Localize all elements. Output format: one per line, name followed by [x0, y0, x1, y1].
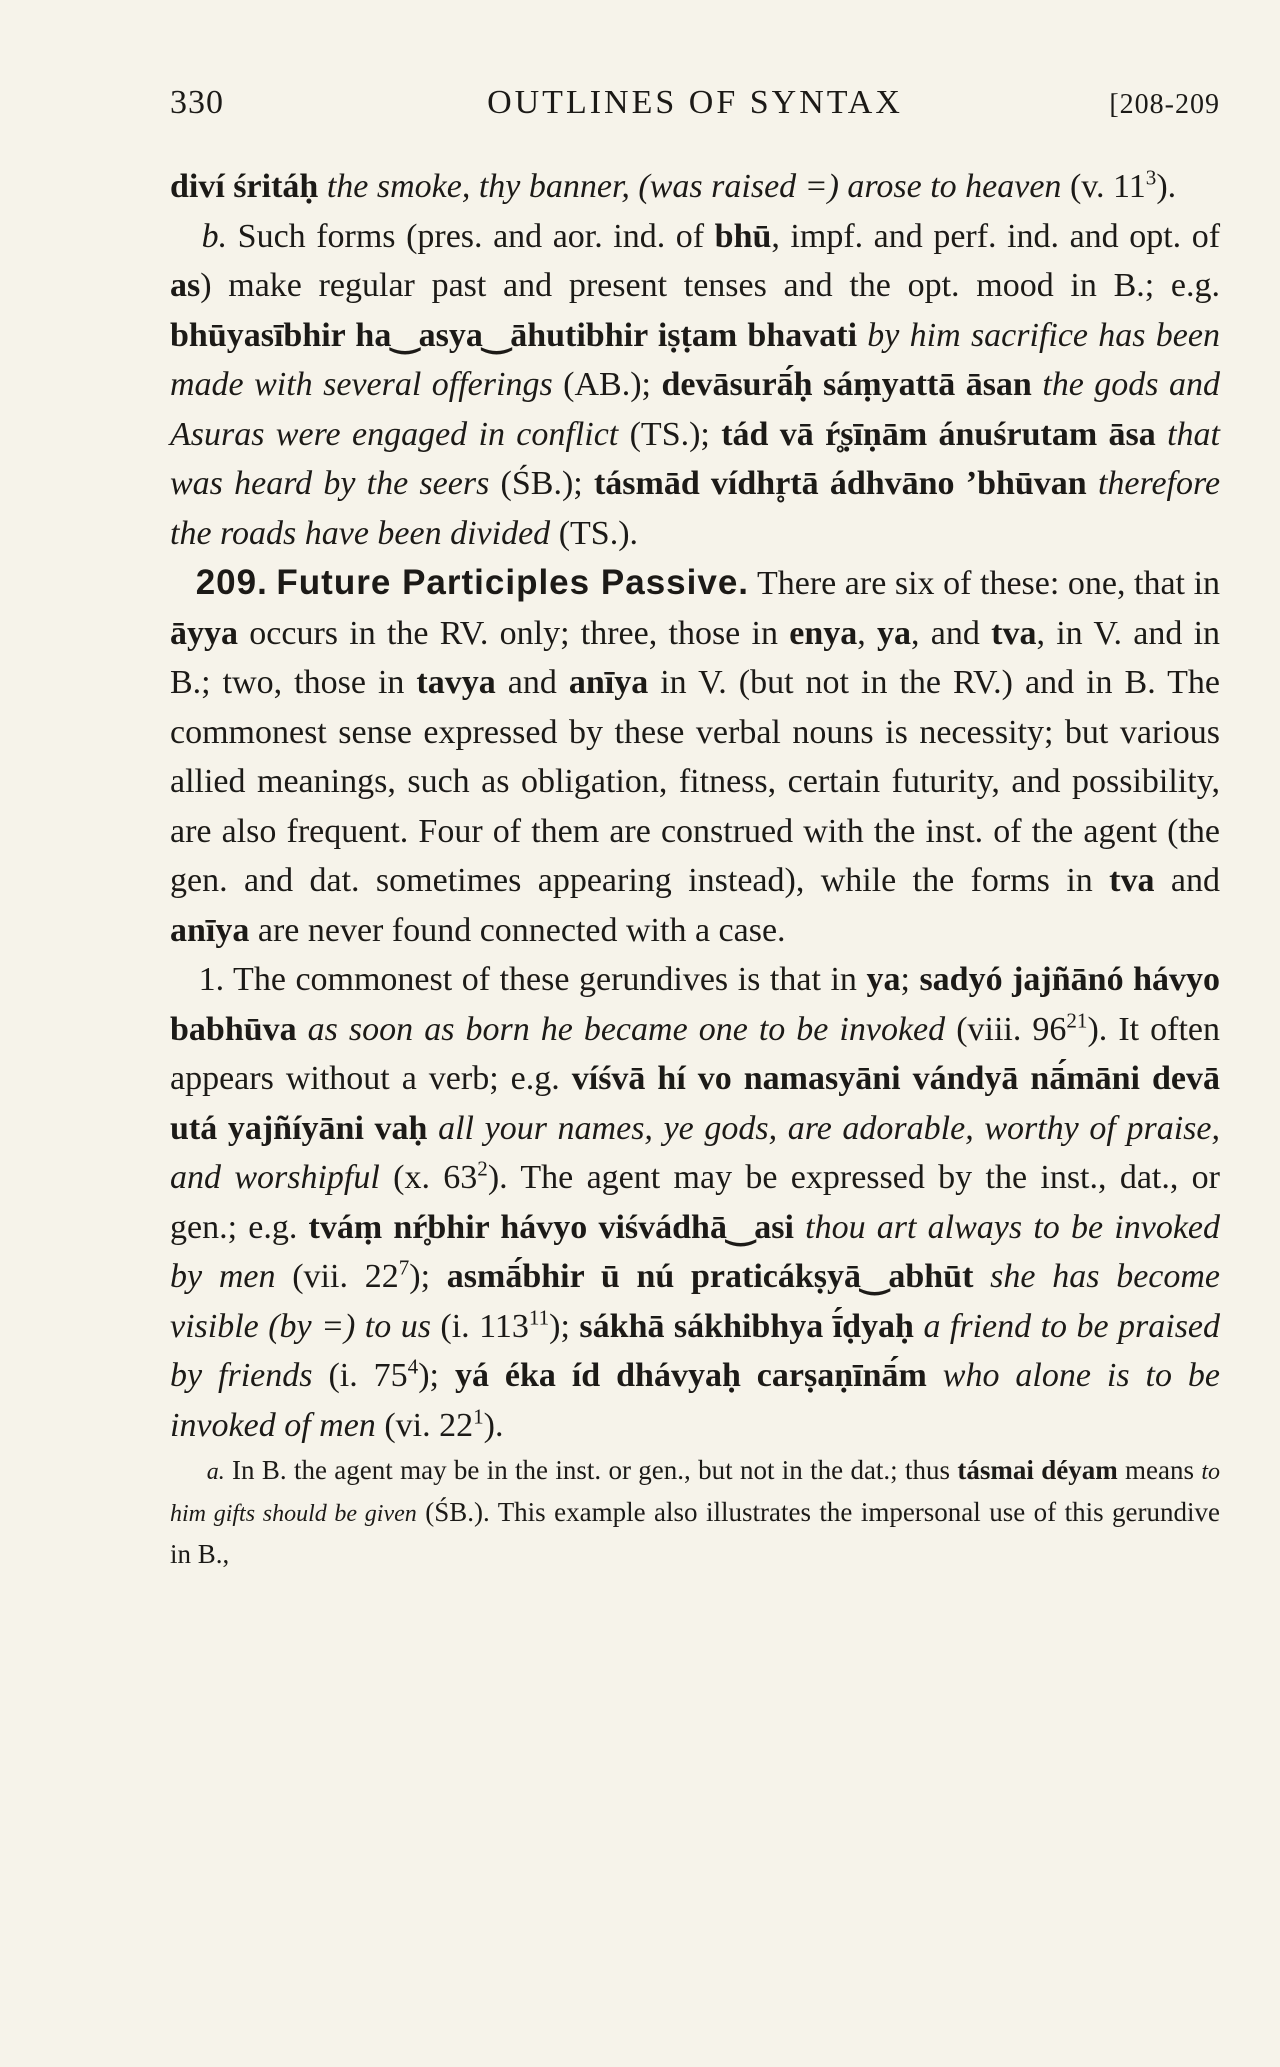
translation: that was heard by the seers	[170, 415, 1221, 502]
sanskrit-phrase: devāsurā́ḥ sáṃyattā āsan	[661, 366, 1032, 403]
sanskrit-phrase: bhūyasībhir ha‿asya‿āhutibhir iṣṭam bhavati	[170, 316, 858, 354]
body-text: There are six of these: one, that in	[756, 565, 1221, 602]
translation: to him gifts should be given	[170, 1459, 1221, 1527]
book-page	[170, 84, 1220, 1574]
suffix-term: tva	[1109, 862, 1155, 899]
reference: (x. $63^2$).	[393, 1156, 508, 1196]
sanskrit-phrase: tváṃ nŕ̥bhir hávyo viśvádhā‿asi	[308, 1208, 794, 1246]
reference: (ŚB.);	[500, 465, 583, 502]
sanskrit-phrase: asmā́bhir ū nú praticákṣyā‿abhūt	[446, 1258, 974, 1295]
body-text: Such forms (pres. and aor. ind. of	[237, 217, 705, 255]
note-a	[170, 1450, 1220, 1574]
reference: (i. $75^4$);	[328, 1354, 439, 1394]
body-text: and	[507, 664, 557, 701]
suffix-term: āyya	[170, 614, 238, 652]
reference: (AB.);	[563, 366, 651, 403]
translation: all your names, ye gods, are adorable, worthy of praise, and worshipful	[170, 1109, 1220, 1196]
running-title: OUTLINES OF SYNTAX	[487, 84, 903, 121]
reference: (TS.);	[629, 415, 710, 453]
reference: (ŚB.).	[425, 1497, 490, 1527]
sanskrit-root: as	[170, 267, 201, 304]
translation: the gods and Asuras were engaged in conflict	[170, 366, 1221, 453]
paragraph-b	[170, 212, 1220, 559]
body-text: ,	[857, 614, 866, 652]
translation: she has become visible (by =) to us	[170, 1258, 1221, 1345]
translation: by him sacrifice has been made with several offerings	[170, 316, 1220, 403]
translation: thou art always to be invoked by men	[170, 1208, 1220, 1295]
body-text: , and	[911, 614, 980, 652]
reference: (i. $113^{11}$);	[440, 1305, 570, 1345]
suffix-term: ya	[877, 614, 912, 652]
sanskrit-phrase: tád vā ŕ̥ṣīṇām ánuśrutam āsa	[721, 415, 1156, 453]
suffix-term: ya	[866, 961, 901, 998]
body-text: , impf. and perf. ind. and opt. of	[771, 217, 1221, 255]
translation: who alone is to be invoked of men	[170, 1357, 1220, 1444]
translation: (was raised =) arose to heaven	[638, 168, 1062, 205]
suffix-term: tavya	[416, 664, 496, 701]
reference: (vii. $22^7$);	[292, 1255, 431, 1295]
body-text: The commonest of these gerundives is that in	[233, 961, 857, 998]
reference: (viii. $96^{21}$).	[956, 1008, 1108, 1048]
reference: (v. $11^3$).	[1069, 165, 1177, 205]
suffix-term: anīya	[568, 664, 649, 701]
sanskrit-root: bhū	[714, 217, 772, 255]
point-label: 1.	[198, 961, 225, 998]
body-text: and	[1170, 862, 1220, 899]
body-text: are never found connected with a case.	[257, 911, 786, 949]
reference: (TS.).	[558, 514, 639, 552]
page-number: 330	[170, 84, 224, 121]
body-text: occurs in the RV. only; three, those in	[249, 614, 778, 652]
body-text: ;	[900, 961, 910, 998]
suffix-term: tva	[991, 614, 1037, 652]
section-number: 209.	[195, 563, 268, 602]
note-label: a.	[206, 1459, 225, 1485]
body-text: in V. (but not in the RV.) and in B. The commonest sense expressed by these verbal nouns is necessity; but various allied meanings, such as obligation, fitness, certain futurity, and possibility, are also frequent. Four of them are construed with the inst. of the agent (the gen. and dat. sometimes appearing instead), while the forms in	[170, 664, 1220, 899]
sanskrit-phrase: víśvā hí vo namasyāni vándyā nā́māni devā utá yajñíyāni vaḥ	[170, 1060, 1220, 1147]
paragraph-continuation	[170, 162, 1220, 212]
sanskrit-phrase: sákhā sákhibhya ī́ḍyaḥ	[579, 1307, 914, 1345]
body-text: ) make regular past and present tenses and the opt. mood in B.; e.g.	[200, 267, 1220, 304]
translation: as soon as born he became one to be invoked	[307, 1010, 946, 1048]
body-text: This example also illustrates the impersonal use of this gerundive in B.,	[170, 1497, 1221, 1569]
translation: a friend to be praised by friends	[170, 1307, 1221, 1394]
reference: (vi. $22^1$).	[384, 1404, 504, 1444]
sanskrit-phrase: tásmai déyam	[957, 1455, 1118, 1485]
suffix-term: enya	[789, 614, 858, 652]
section-heading: Future Participles Passive.	[276, 563, 750, 602]
body-text: In B. the agent may be in the inst. or gen., but not in the dat.; thus	[232, 1455, 951, 1485]
body-text: The agent may be expressed by the inst., dat., or gen.; e.g.	[170, 1159, 1221, 1246]
sanskrit-phrase: yá éka íd dhávyaḥ carṣaṇīnā́m	[454, 1357, 927, 1394]
translation: the smoke, thy banner,	[326, 168, 630, 205]
body-text: means	[1125, 1455, 1195, 1485]
sanskrit-phrase: diví śritáḥ	[170, 168, 319, 205]
body-text: It often appears without a verb; e.g.	[170, 1010, 1220, 1097]
point-1	[170, 955, 1220, 1450]
body-text: , in V. and in B.; two, those in	[170, 614, 1221, 701]
section-209	[170, 558, 1220, 955]
paragraph-label: b.	[201, 217, 228, 255]
section-range: [208-209	[1109, 89, 1220, 120]
running-header	[170, 84, 1220, 122]
suffix-term: anīya	[170, 911, 250, 949]
translation: therefore the roads have been divided	[170, 465, 1221, 552]
sanskrit-phrase: tásmād vídhr̥tā ádhvāno ’bhūvan	[593, 465, 1087, 502]
page-body	[170, 162, 1220, 1574]
sanskrit-phrase: sadyó jajñānó hávyo babhūva	[170, 961, 1221, 1048]
